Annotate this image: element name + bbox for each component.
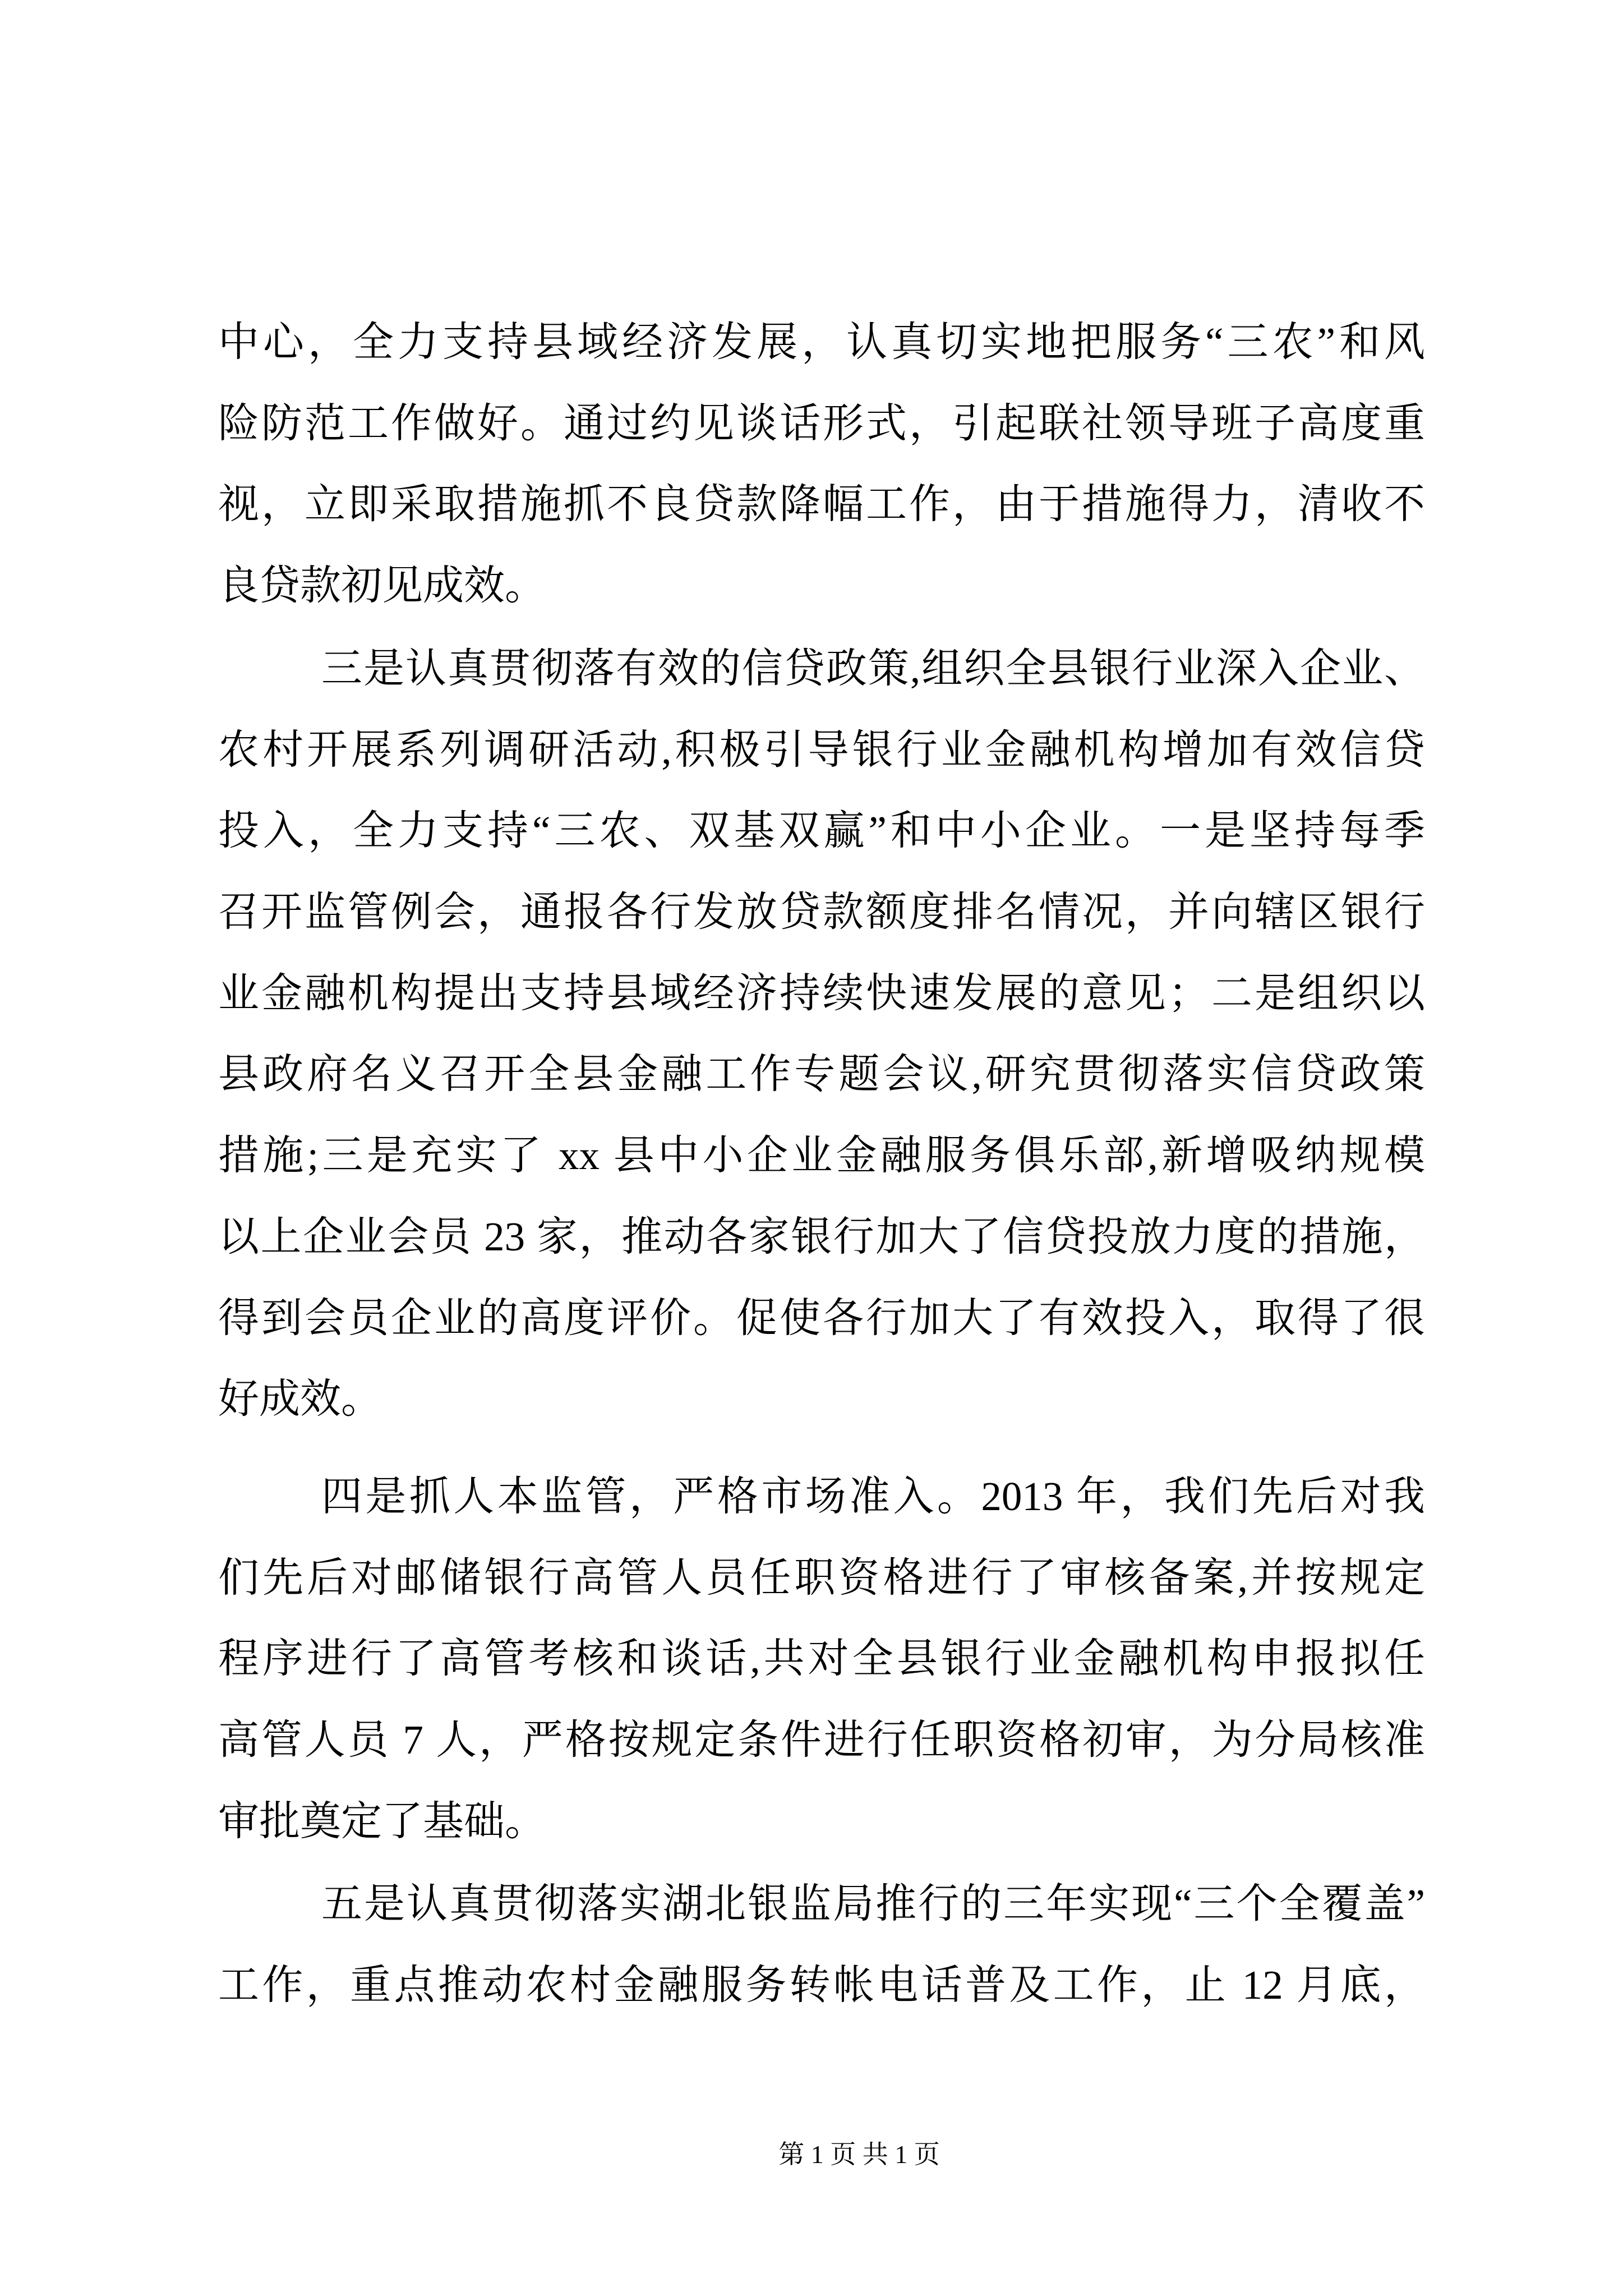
- paragraph-1-line-2: 险防范工作做好。通过约见谈话形式，引起联社领导班子高度重: [218, 400, 1425, 446]
- paragraph-3-line-3: 程序进行了高管考核和谈话,共对全县银行业金融机构申报拟任: [218, 1636, 1425, 1682]
- paragraph-1: [218, 302, 1425, 627]
- paragraph-2-line-4: 召开监管例会，通报各行发放贷款额度排名情况，并向辖区银行: [218, 889, 1425, 935]
- paragraph-1-line-1: 中心，全力支持县域经济发展，认真切实地把服务“三农”和风: [218, 319, 1425, 365]
- paragraph-4: [218, 1864, 1425, 2026]
- paragraph-3-line-1: 四是抓人本监管，严格市场准入。2013 年，我们先后对我: [321, 1474, 1425, 1519]
- paragraph-3: [218, 1456, 1425, 1862]
- paragraph-3-line-5: 审批奠定了基础。: [218, 1798, 546, 1844]
- paragraph-2: [218, 628, 1425, 1440]
- paragraph-2-line-3: 投入，全力支持“三农、双基双赢”和中小企业。一是坚持每季: [218, 808, 1425, 854]
- paragraph-1-line-3: 视，立即采取措施抓不良贷款降幅工作，由于措施得力，清收不: [218, 481, 1425, 527]
- paragraph-2-line-1: 三是认真贯彻落有效的信贷政策,组织全县银行业深入企业、: [321, 646, 1425, 691]
- page-number-footer: 第 1 页 共 1 页: [778, 2140, 940, 2169]
- paragraph-2-line-6: 县政府名义召开全县金融工作专题会议,研究贯彻落实信贷政策: [218, 1051, 1425, 1097]
- paragraph-2-line-2: 农村开展系列调研活动,积极引导银行业金融机构增加有效信贷: [218, 726, 1425, 772]
- paragraph-2-line-7: 措施;三是充实了 xx 县中小企业金融服务俱乐部,新增吸纳规模: [218, 1133, 1425, 1179]
- paragraph-2-line-5: 业金融机构提出支持县域经济持续快速发展的意见；二是组织以: [218, 970, 1425, 1016]
- paragraph-2-line-9: 得到会员企业的高度评价。促使各行加大了有效投入，取得了很: [218, 1295, 1425, 1341]
- paragraph-4-line-2: 工作，重点推动农村金融服务转帐电话普及工作，止 12 月底，: [218, 1962, 1425, 2008]
- paragraph-3-line-4: 高管人员 7 人，严格按规定条件进行任职资格初审，为分局核准: [218, 1717, 1425, 1763]
- paragraph-2-line-8: 以上企业会员 23 家，推动各家银行加大了信贷投放力度的措施，: [218, 1213, 1425, 1259]
- paragraph-3-line-2: 们先后对邮储银行高管人员任职资格进行了审核备案,并按规定: [218, 1554, 1425, 1600]
- paragraph-4-line-1: 五是认真贯彻落实湖北银监局推行的三年实现“三个全覆盖”: [321, 1881, 1425, 1926]
- paragraph-1-line-4: 良贷款初见成效。: [218, 563, 546, 609]
- paragraph-2-line-10: 好成效。: [218, 1376, 382, 1422]
